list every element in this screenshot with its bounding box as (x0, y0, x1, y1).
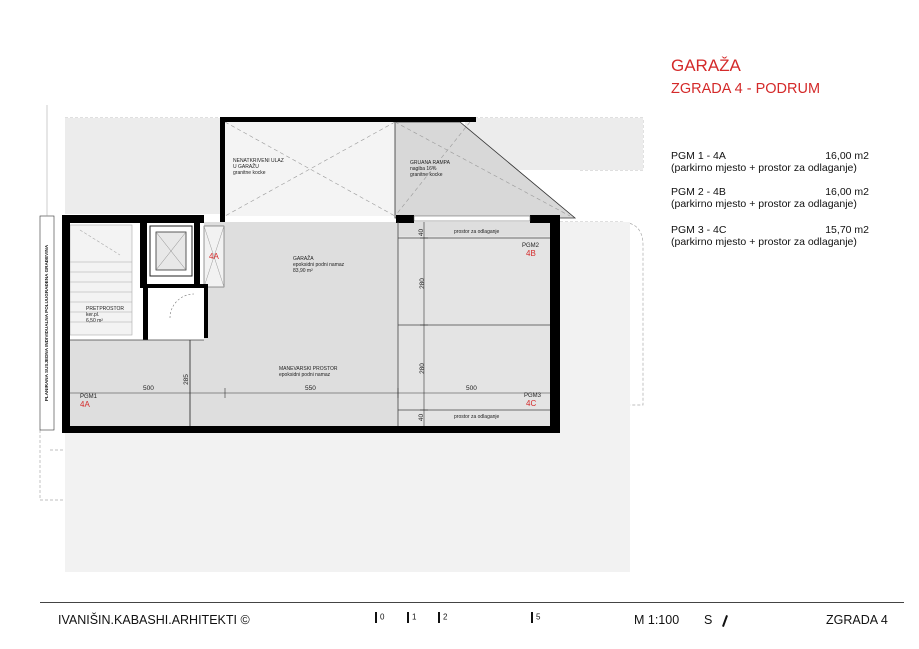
scale-tick-2-label: 2 (443, 612, 448, 622)
pgm1-name: PGM1 (80, 394, 98, 400)
garage-label-2: epoksidni podni namaz (293, 262, 345, 268)
footer-rule (40, 602, 904, 603)
maneuver-label (279, 366, 337, 378)
garage-label-3: 83,90 m² (293, 268, 313, 274)
sheet-subtitle: ZGRADA 4 - PODRUM (671, 81, 821, 97)
vestibule-label-1: PRETPROSTOR (86, 306, 124, 312)
pgm3-label (524, 393, 541, 407)
dim-500-right: 500 (466, 385, 477, 392)
pgm2-name: PGM2 (522, 243, 540, 249)
scale-tick-5-label: 5 (536, 612, 541, 622)
pgm1-code: 4A (80, 400, 90, 409)
scale-tick-1 (407, 612, 416, 623)
entrance-label (233, 158, 284, 176)
dim-40-bottom: 40 (418, 413, 426, 422)
ramp-label (410, 160, 450, 178)
dim-40-top: 40 (418, 228, 426, 237)
spot-area-2: 16,00 m2 (825, 186, 869, 198)
vestibule-label-2: ker.pl. (86, 312, 100, 318)
spot-desc-1: (parkirno mjesto + prostor za odlaganje) (671, 162, 857, 174)
vestibule-label-3: 6,50 m² (86, 318, 103, 324)
maneuver-label-2: epoksidni podni namaz (279, 372, 331, 378)
ramp-gap (414, 216, 530, 221)
scale-tick-0 (375, 612, 384, 623)
building-name: ZGRADA 4 (826, 613, 888, 627)
north-indicator (704, 613, 726, 627)
garage-label (293, 256, 344, 274)
spot-name-1: PGM 1 - 4A (671, 150, 726, 162)
ramp-label-2: nagiba 16% (410, 166, 437, 172)
ramp-label-3: granitne kocke (410, 172, 443, 178)
spot-desc-3: (parkirno mjesto + prostor za odlaganje) (671, 236, 857, 248)
door-code: 4A (209, 252, 219, 261)
scale-tick-2 (438, 612, 447, 623)
ramp-label-1: GRUANA RAMPA (410, 160, 450, 166)
outer-ground-side (560, 222, 630, 432)
studio-name: IVANIŠIN.KABASHI.ARHITEKTI © (58, 613, 250, 627)
dim-280-bottom: 280 (418, 363, 426, 374)
pgm1-label (80, 394, 97, 408)
spot-name-2: PGM 2 - 4B (671, 186, 726, 198)
dim-280-top: 280 (418, 278, 426, 289)
pgm2-code: 4B (526, 249, 536, 258)
dim-550: 550 (305, 385, 316, 392)
entrance-label-2: U GARAŽU (233, 164, 259, 170)
outer-ground-bottom (65, 432, 630, 572)
pgm3-code: 4C (526, 399, 537, 408)
outer-ground (65, 118, 220, 214)
spot-area-1: 16,00 m2 (825, 150, 869, 162)
scale-ratio: M 1:100 (634, 613, 680, 627)
scale-tick-0-label: 0 (380, 612, 385, 622)
spot-entry-2 (671, 186, 869, 210)
vestibule-floor (150, 287, 204, 340)
maneuver-label-1: MANEVARSKI PROSTOR (279, 366, 338, 372)
storage-top-label: prostor za odlaganje (454, 229, 500, 235)
vestibule-label (86, 306, 124, 324)
spot-area-3: 15,70 m2 (825, 224, 869, 236)
entrance-label-3: granitne kocke (233, 170, 266, 176)
garage-label-1: GARAŽA (293, 256, 314, 262)
spot-entry-1 (671, 150, 869, 174)
scale-tick-1-label: 1 (412, 612, 417, 622)
pgm2-label (522, 243, 539, 257)
north-label: S (704, 613, 713, 627)
scale-tick-5 (531, 612, 540, 623)
entrance-label-1: NENATKRIVENI ULAZ (233, 158, 284, 164)
spot-name-3: PGM 3 - 4C (671, 224, 727, 236)
pgm3-name: PGM3 (524, 393, 542, 399)
dim-285: 285 (182, 374, 190, 385)
neighbour-note: PLANIRANA SUSJEDNA INDIVIDUALNA POLUUGRAĐENA GRAĐEVINA (44, 244, 49, 402)
dim-500-left: 500 (143, 385, 154, 392)
elevator (150, 226, 192, 276)
sheet-title: GARAŽA (671, 56, 741, 75)
storage-bottom-label: prostor za odlaganje (454, 414, 500, 420)
spot-desc-2: (parkirno mjesto + prostor za odlaganje) (671, 198, 857, 210)
spot-entry-3 (671, 224, 869, 248)
